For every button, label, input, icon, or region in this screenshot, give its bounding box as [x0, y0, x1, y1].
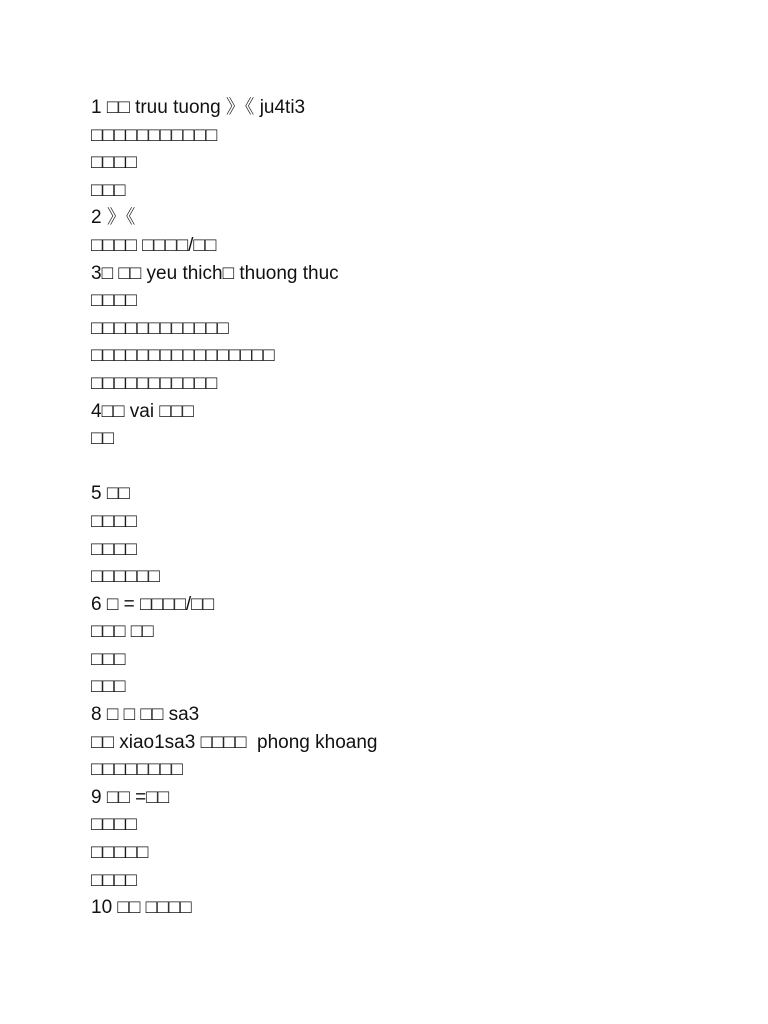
doc-line: □□□□ □□□□/□□	[91, 234, 217, 256]
doc-line: □□□□	[91, 538, 137, 560]
doc-line: □□	[91, 428, 114, 450]
doc-line: □□□□□□□□	[91, 759, 183, 781]
doc-line: □□□□	[91, 510, 137, 532]
doc-line: □□□	[91, 648, 126, 670]
doc-line: 2 》《	[91, 207, 136, 229]
doc-line: □□□□	[91, 869, 137, 891]
doc-line	[91, 453, 691, 481]
doc-line: □□□□	[91, 290, 137, 312]
doc-line: □□ xiao1sa3 □□□□ phong khoang	[91, 731, 378, 753]
doc-line: 5 □□	[91, 483, 130, 505]
doc-line: □□□□□□□□□□□	[91, 124, 218, 146]
doc-line: 3□ □□ yeu thich□ thuong thuc	[91, 262, 339, 284]
doc-line: 1 □□ truu tuong 》《 ju4ti3	[91, 97, 306, 118]
doc-line: 8 □ □ □□ sa3	[91, 704, 200, 726]
doc-line: □□□□□□□□□□□	[91, 372, 218, 394]
doc-line: □□□□□□	[91, 566, 160, 588]
doc-line: □□□□□	[91, 842, 149, 864]
doc-line: □□□□□□□□□□□□□□□□	[91, 345, 275, 367]
doc-line: □□□	[91, 179, 126, 201]
doc-line: □□□ □□	[91, 621, 154, 643]
doc-line: 9 □□ =□□	[91, 786, 170, 808]
doc-line: □□□□□□□□□□□□	[91, 317, 229, 339]
document-body	[91, 94, 691, 922]
doc-line: 6 □ = □□□□/□□	[91, 593, 215, 615]
doc-line: □□□	[91, 676, 126, 698]
doc-line: □□□□	[91, 152, 137, 174]
doc-line: 10 □□ □□□□	[91, 897, 192, 919]
doc-line: □□□□	[91, 814, 137, 836]
doc-line: 4□□ vai □□□	[91, 400, 194, 422]
